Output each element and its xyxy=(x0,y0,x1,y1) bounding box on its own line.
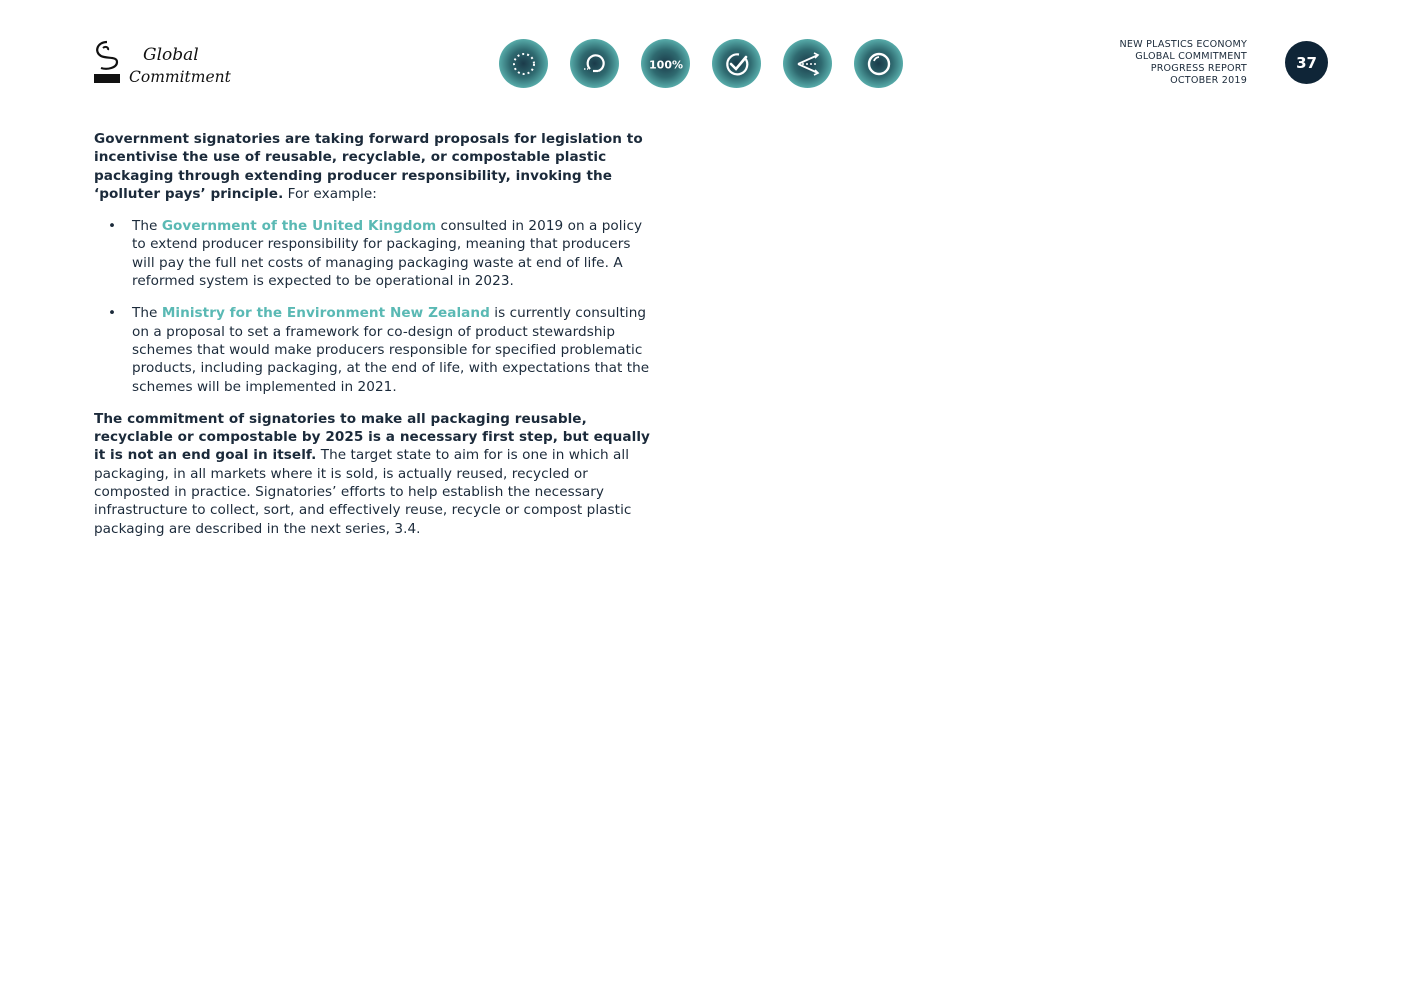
chapter-nav xyxy=(499,39,903,88)
list-item-prefix: The xyxy=(132,305,162,322)
commitment-rest: The target state to aim for is one in which all packaging, in all markets where it is sold, is actually reused, recycled or composted in practice. Signatories’ efforts to help establish the necessary infrastructure to collect, sort, and effectively reuse, recycle or compost plastic packaging are described in the next series, 3.4. xyxy=(94,447,632,537)
report-line: PROGRESS REPORT xyxy=(1150,63,1247,74)
list-item xyxy=(94,304,654,395)
paragraph-intro xyxy=(94,130,654,203)
page-number-badge xyxy=(1285,41,1328,84)
bullet: • xyxy=(108,218,117,235)
svg-text:Global: Global xyxy=(143,45,199,65)
circle-icon[interactable] xyxy=(854,39,903,88)
page-number: 37 xyxy=(1296,53,1317,72)
article-body xyxy=(94,130,654,552)
list-item-text: is currently consulting on a proposal to set a framework for co-design of product stewardship schemes that would make producers responsible for specified problematic products, including packaging, at the end of life, with expectations that the schemes will be implemented in 2021. xyxy=(132,305,650,395)
arrows-icon[interactable] xyxy=(783,39,832,88)
report-line: GLOBAL COMMITMENT xyxy=(1135,51,1247,62)
report-line: OCTOBER 2019 xyxy=(1170,75,1247,86)
svg-text:Commitment: Commitment xyxy=(129,68,231,86)
intro-rest: For example: xyxy=(283,185,377,202)
svg-text:100%: 100% xyxy=(648,58,683,71)
nz-ministry-link[interactable]: Ministry for the Environment New Zealand xyxy=(161,305,490,322)
intro-bold: Government signatories are taking forward proposals for legislation to incentivise the use of reusable, recyclable, or compostable plastic packaging through extending producer responsibility, invoking the ‘polluter pays’ principle. xyxy=(94,131,643,202)
eliminate-icon[interactable] xyxy=(499,39,548,88)
list-item-text: consulted in 2019 on a policy to extend producer responsibility for packaging, meaning that producers will pay the full net costs of managing packaging waste at end of life. A reformed system is expected to be operational in 2023. xyxy=(132,218,643,290)
report-line: NEW PLASTICS ECONOMY xyxy=(1119,39,1247,50)
paragraph-commitment xyxy=(94,410,654,538)
reuse-icon[interactable] xyxy=(570,39,619,88)
report-title xyxy=(1120,39,1247,87)
check-icon[interactable] xyxy=(712,39,761,88)
percent-100-icon[interactable] xyxy=(641,39,690,88)
uk-government-link[interactable]: Government of the United Kingdom xyxy=(161,218,437,235)
examples-list xyxy=(94,217,654,396)
list-item-prefix: The xyxy=(132,218,162,235)
global-commitment-logo xyxy=(93,38,231,90)
commitment-bold: The commitment of signatories to make all packaging reusable, recyclable or compostable by 2025 is a necessary first step, but equally it is not an end goal in itself. xyxy=(94,410,650,464)
logo-mark-icon xyxy=(93,38,231,90)
bullet: • xyxy=(108,305,117,322)
list-item xyxy=(94,217,654,290)
